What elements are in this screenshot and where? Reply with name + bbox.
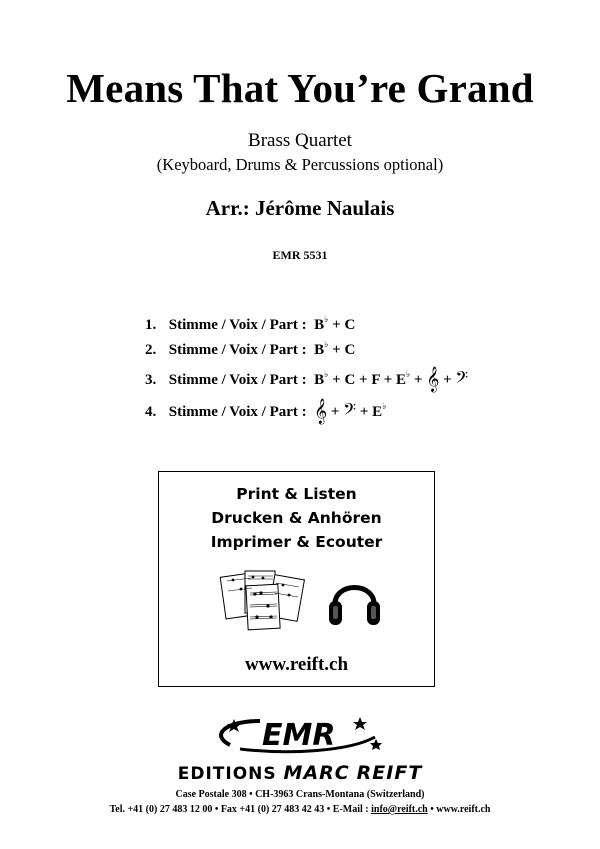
promo-website-link[interactable]: www.reift.ch [244, 654, 349, 675]
ensemble-subtitle: Brass Quartet [248, 130, 352, 151]
sheet-music-icon [219, 567, 314, 632]
publisher-contact [0, 804, 600, 815]
publisher-name-part: REIFT [356, 762, 423, 784]
part-label: Stimme / Voix / Part : [168, 404, 307, 420]
part-row [145, 401, 386, 423]
part-instruments: B♭ + C [310, 314, 356, 333]
emr-logo [200, 715, 390, 755]
part-label: Stimme / Voix / Part : [168, 372, 307, 388]
email-link[interactable]: info@reift.ch [371, 804, 428, 815]
catalog-number: EMR 5531 [272, 248, 328, 262]
score-title: Means That You’re Grand [66, 65, 534, 111]
contact-website[interactable]: • www.reift.ch [427, 804, 491, 815]
part-label: Stimme / Voix / Part : [168, 317, 307, 333]
part-number: 4. [145, 404, 157, 420]
arranger-credit: Arr.: Jérôme Naulais [205, 196, 395, 220]
publisher-name [0, 762, 600, 784]
publisher-address: Case Postale 308 • CH-3963 Crans-Montana (Switzerland) [175, 789, 425, 800]
part-number: 3. [145, 372, 157, 388]
publisher-name-part: EDITIONS [177, 764, 277, 784]
part-row [145, 314, 355, 336]
part-number: 2. [145, 342, 157, 358]
promo-line-english: Print & Listen [236, 485, 357, 503]
promo-line-french: Imprimer & Ecouter [210, 533, 383, 551]
promo-line-german: Drucken & Anhören [211, 509, 382, 527]
contact-phone-fax: Tel. +41 (0) 27 483 12 00 • Fax +41 (0) 27 483 42 43 • E-Mail : [109, 804, 372, 815]
publisher-name-part: MARC [283, 762, 350, 784]
part-instruments: B♭ + C + F + E♭ + 𝄞 + 𝄢 [310, 367, 469, 392]
part-number: 1. [145, 317, 157, 333]
part-instruments: 𝄞 + 𝄢 + E♭ [314, 399, 387, 424]
part-row [145, 369, 468, 391]
emr-logo-text: EMR [262, 718, 336, 753]
optional-instruments-note: (Keyboard, Drums & Percussions optional) [156, 155, 444, 174]
headphones-icon [327, 569, 382, 631]
part-label: Stimme / Voix / Part : [168, 342, 307, 358]
part-row [145, 339, 355, 361]
part-instruments: B♭ + C [310, 339, 356, 358]
print-listen-box [158, 471, 435, 687]
